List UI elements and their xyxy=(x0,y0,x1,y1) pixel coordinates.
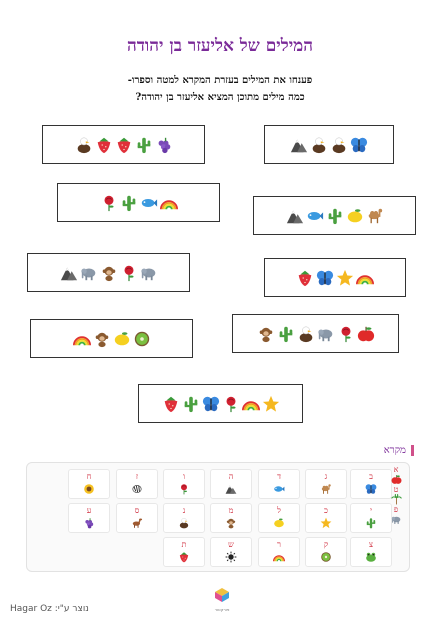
cactus-icon xyxy=(120,194,138,212)
mountain-icon xyxy=(290,136,308,154)
eagle-icon xyxy=(75,136,93,154)
puzzle-box-5 xyxy=(27,253,190,292)
key-letter: ס xyxy=(134,506,140,515)
key-letter: ק xyxy=(323,540,329,549)
cactus-icon xyxy=(277,325,295,343)
eagle-icon xyxy=(297,325,315,343)
fish-icon xyxy=(306,207,324,225)
monkey-icon xyxy=(257,325,275,343)
key-letter: ר xyxy=(277,540,281,549)
elephant-icon xyxy=(391,514,402,525)
key-cell xyxy=(116,503,158,533)
lemon-icon xyxy=(113,330,131,348)
key-letter: ח xyxy=(86,472,92,481)
lemon-icon xyxy=(273,517,285,529)
key-cell xyxy=(163,537,205,567)
puzzle-box-2 xyxy=(264,125,394,164)
apple-icon xyxy=(391,474,402,485)
monkey-icon xyxy=(93,330,111,348)
rainbow-icon xyxy=(273,551,285,563)
puzzle-box-6 xyxy=(264,258,406,297)
key-cell xyxy=(258,503,300,533)
camel-icon xyxy=(366,207,384,225)
grapes-icon xyxy=(83,517,95,529)
cactus-icon xyxy=(135,136,153,154)
key-letter: א xyxy=(393,465,399,474)
key-letter: ה xyxy=(228,472,234,481)
rose-icon xyxy=(337,325,355,343)
puzzle-box-1 xyxy=(42,125,205,164)
key-letter: פ xyxy=(393,505,399,514)
logo-cube-icon xyxy=(214,587,230,603)
key-title: מקרא xyxy=(384,445,414,456)
eagle-icon xyxy=(330,136,348,154)
key-letter: ש xyxy=(228,540,234,549)
key-letter: כ xyxy=(324,506,328,515)
monkey-icon xyxy=(225,517,237,529)
rose-icon xyxy=(100,194,118,212)
puzzle-box-4 xyxy=(253,196,416,235)
key-letter: ו xyxy=(182,472,186,481)
eagle-icon xyxy=(310,136,328,154)
elephant-icon xyxy=(317,325,335,343)
key-letter: ת xyxy=(181,540,187,549)
key-letter: נ xyxy=(182,506,186,515)
horse-icon xyxy=(131,517,143,529)
instructions-line-1: פענחו את המילים בעזרת המקרא למטה וספרו- xyxy=(127,75,313,86)
lemon-icon xyxy=(346,207,364,225)
mountain-icon xyxy=(60,264,78,282)
key-cell xyxy=(68,469,110,499)
strawberry-icon xyxy=(95,136,113,154)
kiwi-icon xyxy=(133,330,151,348)
rainbow-icon xyxy=(356,269,374,287)
logo xyxy=(212,587,232,611)
strawberry-icon xyxy=(162,395,180,413)
zebra-icon xyxy=(131,483,143,495)
sunflower-icon xyxy=(83,483,95,495)
key-cell xyxy=(305,469,347,499)
footer-credit: נוצר ע"י: Hagar Oz xyxy=(10,604,89,614)
key-letter: מ xyxy=(228,506,234,515)
mountain-icon xyxy=(286,207,304,225)
page-title: המילים של אליעזר בן יהודה xyxy=(126,36,314,56)
camel-icon xyxy=(320,483,332,495)
butterfly-icon xyxy=(316,269,334,287)
key-letter: ד xyxy=(277,472,281,481)
monkey-icon xyxy=(100,264,118,282)
sun-icon xyxy=(225,551,237,563)
cactus-icon xyxy=(326,207,344,225)
grapes-icon xyxy=(155,136,173,154)
key-cell xyxy=(258,469,300,499)
fish-icon xyxy=(273,483,285,495)
key-cell xyxy=(305,537,347,567)
key-letter: ל xyxy=(277,506,281,515)
mountain-icon xyxy=(225,483,237,495)
key-column-first xyxy=(382,465,410,525)
fish-icon xyxy=(140,194,158,212)
butterfly-icon xyxy=(350,136,368,154)
apple-icon xyxy=(357,325,375,343)
key-cell xyxy=(258,537,300,567)
instructions xyxy=(20,72,420,106)
instructions-line-2: כמה מילים מתוכן המציא אליעזר בן יהודה? xyxy=(135,92,305,103)
key-cell xyxy=(210,469,252,499)
key-letter: ט xyxy=(393,485,399,494)
butterfly-icon xyxy=(202,395,220,413)
elephant-icon xyxy=(80,264,98,282)
star-icon xyxy=(320,517,332,529)
rainbow-icon xyxy=(73,330,91,348)
key-letter: י xyxy=(369,506,373,515)
frog-icon xyxy=(365,551,377,563)
key-cell xyxy=(163,503,205,533)
star-icon xyxy=(336,269,354,287)
key-cell xyxy=(116,469,158,499)
palm-icon xyxy=(391,494,402,505)
rose-icon xyxy=(120,264,138,282)
cactus-icon xyxy=(365,517,377,529)
eagle-icon xyxy=(178,517,190,529)
key-letter: צ xyxy=(368,540,374,549)
star-icon xyxy=(262,395,280,413)
key-cell xyxy=(305,503,347,533)
cactus-icon xyxy=(182,395,200,413)
logo-text: פורקטור xyxy=(214,607,230,612)
puzzle-box-7 xyxy=(30,319,193,358)
puzzle-box-8 xyxy=(232,314,399,353)
key-cell xyxy=(350,537,392,567)
key-cell xyxy=(68,503,110,533)
key-letter: ב xyxy=(369,472,373,481)
puzzle-box-9 xyxy=(138,384,303,423)
rose-icon xyxy=(222,395,240,413)
strawberry-icon xyxy=(115,136,133,154)
elephant-icon xyxy=(140,264,158,282)
kiwi-icon xyxy=(320,551,332,563)
puzzle-box-3 xyxy=(57,183,220,222)
rainbow-icon xyxy=(242,395,260,413)
key-cell xyxy=(210,503,252,533)
key-letter: ע xyxy=(86,506,92,515)
key-cell xyxy=(210,537,252,567)
strawberry-icon xyxy=(296,269,314,287)
rainbow-icon xyxy=(160,194,178,212)
rose-icon xyxy=(178,483,190,495)
key-letter: ג xyxy=(324,472,328,481)
key-letter: ז xyxy=(135,472,139,481)
key-cell xyxy=(163,469,205,499)
strawberry-icon xyxy=(178,551,190,563)
butterfly-icon xyxy=(365,483,377,495)
